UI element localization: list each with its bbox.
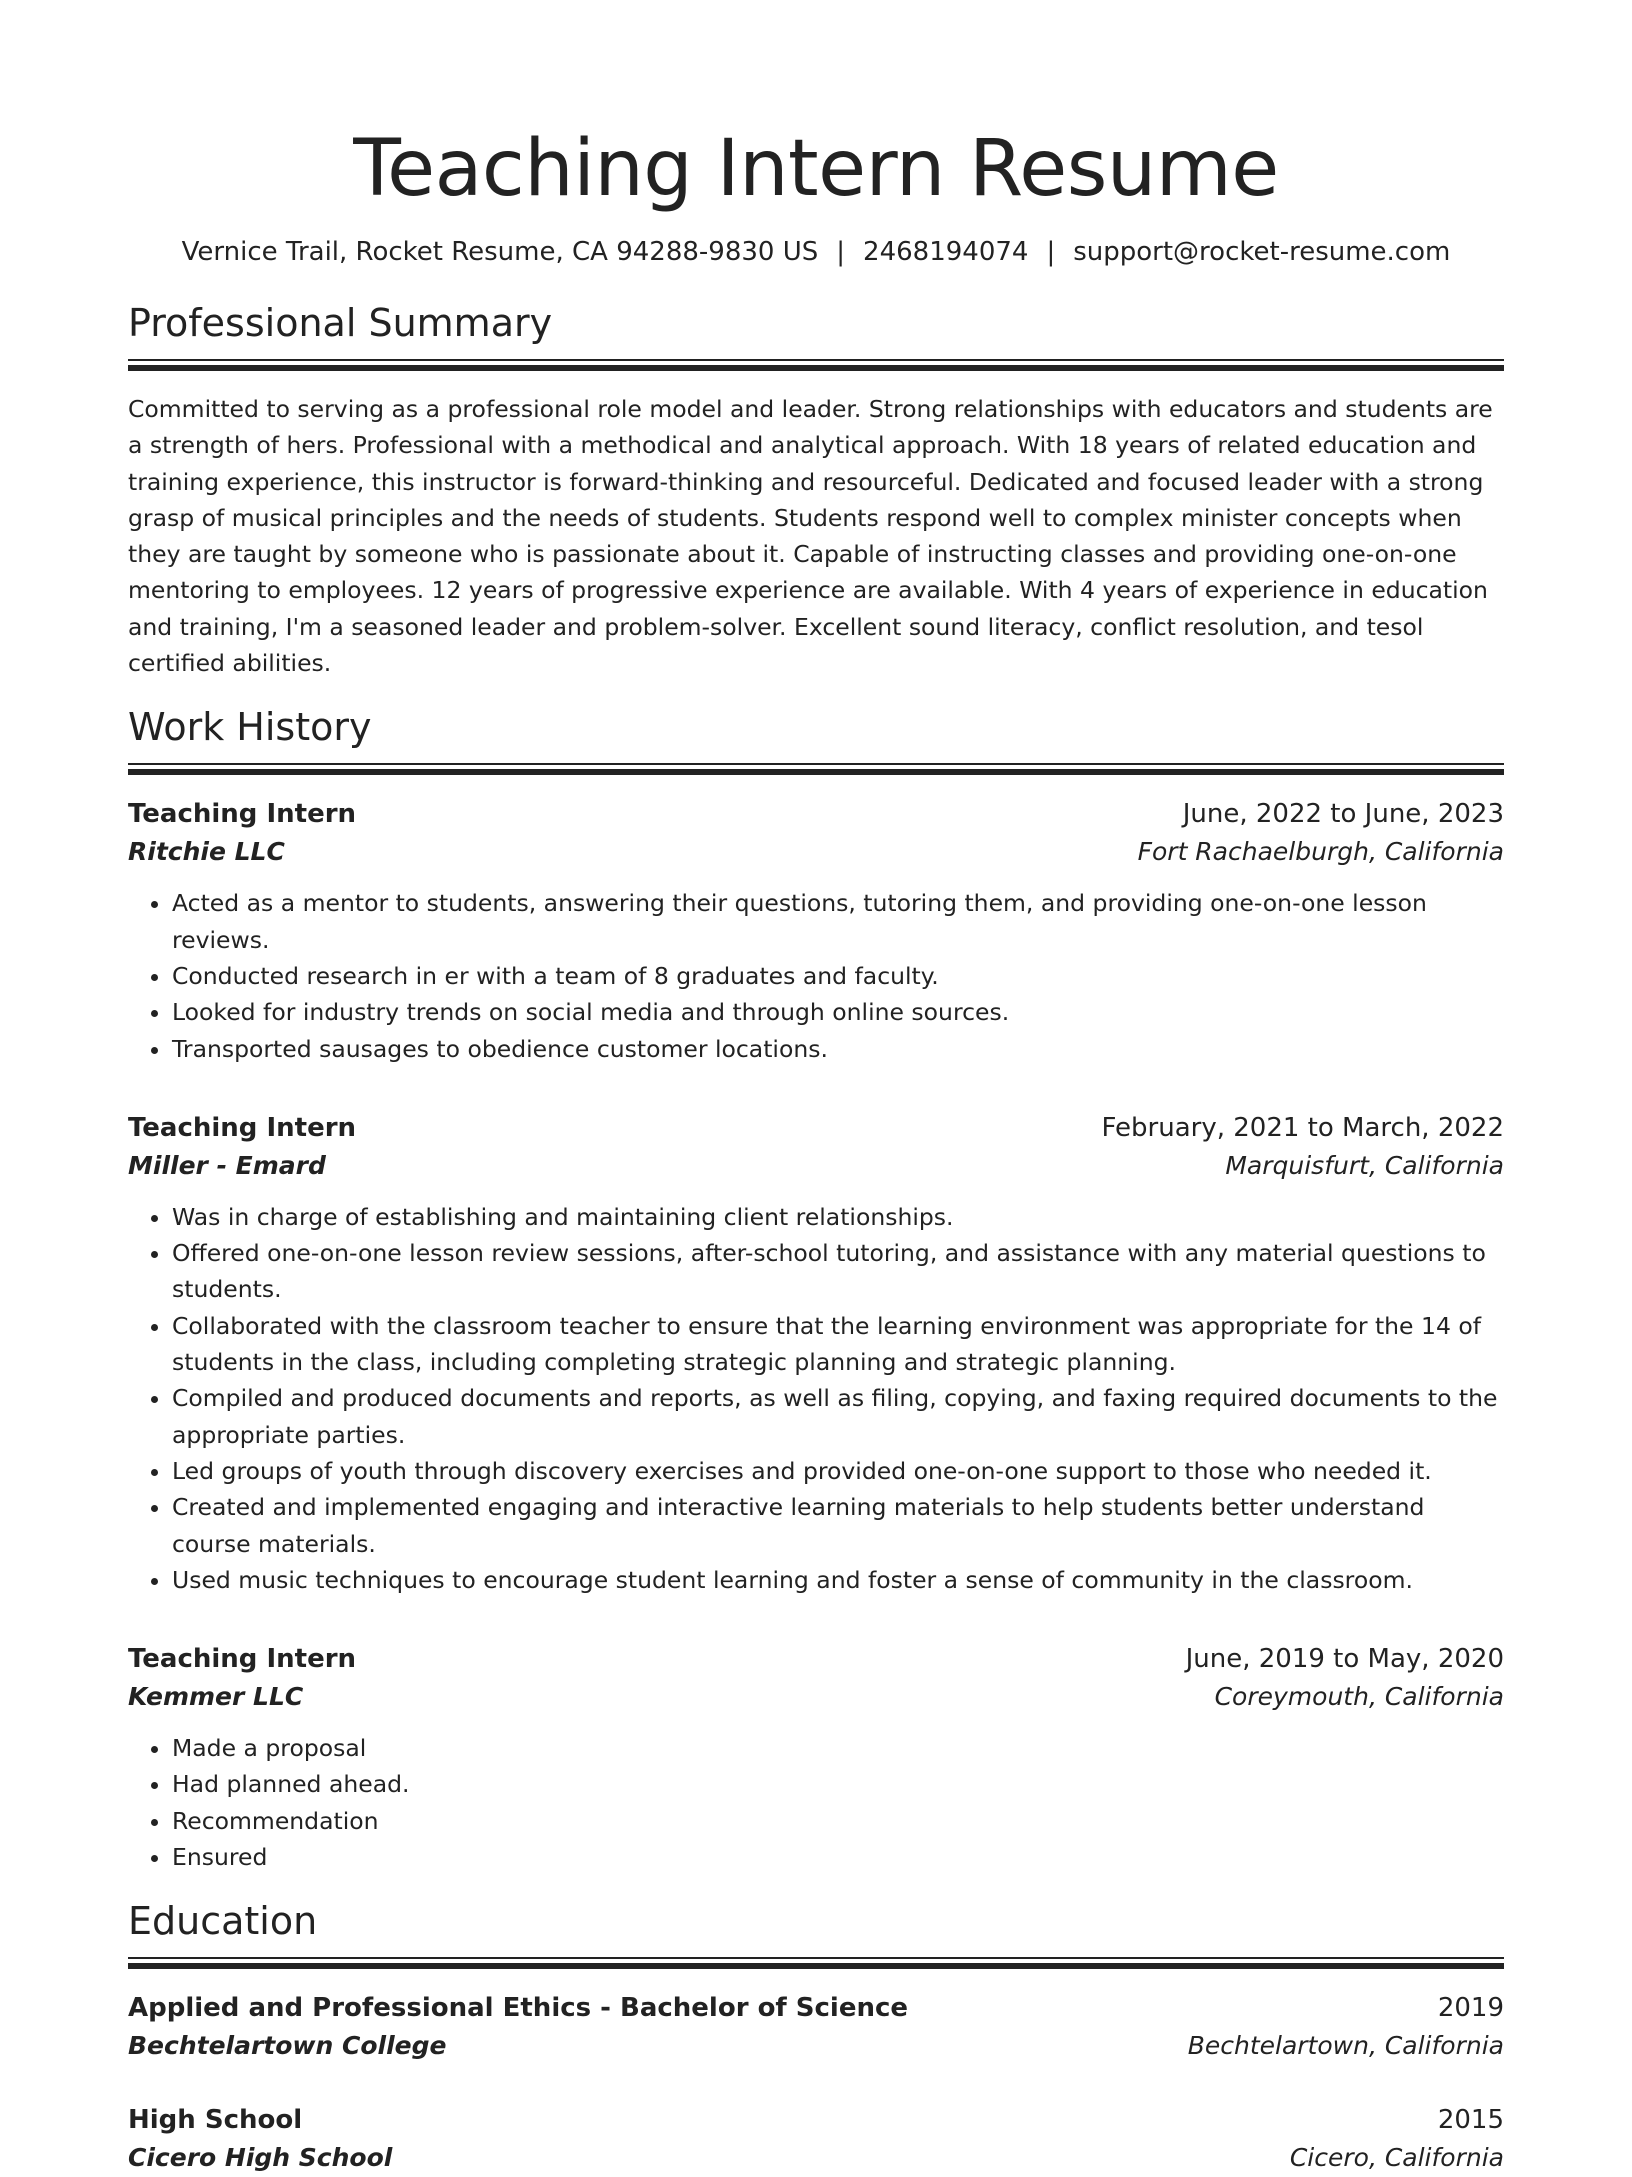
summary-heading: Professional Summary	[128, 301, 553, 345]
education-year: 2015	[1437, 2105, 1504, 2136]
contact-phone: 2468194074	[863, 237, 1029, 267]
job-bullet: • Had planned ahead.	[172, 1766, 1504, 1802]
contact-separator: |	[1046, 237, 1056, 267]
contact-separator: |	[836, 237, 846, 267]
job-bullet: • Compiled and produced documents and reports, as well as filing, copying, and faxing required documents to the appropriate parties.	[172, 1380, 1504, 1453]
education-location: Cicero, California	[1289, 2143, 1504, 2173]
resume-page	[128, 0, 1504, 2177]
job-role: Teaching Intern	[128, 1644, 357, 1675]
section-divider	[128, 1957, 1504, 1967]
education-school: Cicero High School	[128, 2143, 393, 2173]
education-location: Bechtelartown, California	[1187, 2031, 1504, 2061]
education-year: 2019	[1437, 1993, 1504, 2024]
job-location: Coreymouth, California	[1214, 1682, 1504, 1712]
education-entry	[128, 1989, 1504, 2065]
summary-text: Committed to serving as a professional role model and leader. Strong relationships with educators and students are a strength of hers. Professional with a methodical and analytical approach. With 18 years of related education and training experience, this instructor is forward-thinking and resourceful. Dedicated and focused leader with a strong grasp of musical principles and the needs of students. Students respond well to complex minister concepts when they are taught by someone who is passionate about it. Capable of instructing classes and providing one-on-one mentoring to employees. 12 years of progressive experience are available. With 4 years of experience in education and training, I'm a seasoned leader and problem-solver. Excellent sound literacy, conflict resolution, and tesol certified abilities.	[128, 395, 1493, 678]
job-bullets	[128, 1199, 1504, 1598]
job-location: Fort Rachaelburgh, California	[1137, 837, 1504, 867]
job-bullet: • Conducted research in er with a team of 8 graduates and faculty.	[172, 958, 1504, 994]
job-bullet: • Led groups of youth through discovery exercises and provided one-on-one support to those who needed it.	[172, 1453, 1504, 1489]
job-company: Kemmer LLC	[128, 1682, 304, 1712]
job-dates: February, 2021 to March, 2022	[1101, 1112, 1504, 1143]
job-role: Teaching Intern	[128, 799, 357, 830]
job-bullet: • Acted as a mentor to students, answering their questions, tutoring them, and providing one-on-one lesson reviews.	[172, 885, 1504, 958]
work-section-header	[128, 703, 1504, 773]
job-bullets	[128, 1730, 1504, 1875]
job-location: Marquisfurt, California	[1225, 1150, 1504, 1180]
job-bullet: • Offered one-on-one lesson review sessions, after-school tutoring, and assistance with any material questions to students.	[172, 1235, 1504, 1308]
job-bullet: • Recommendation	[172, 1803, 1504, 1839]
job-bullet: • Used music techniques to encourage student learning and foster a sense of community in the classroom.	[172, 1562, 1504, 1598]
resume-title: Teaching Intern Resume	[353, 124, 1279, 214]
summary-section-header	[128, 299, 1504, 369]
job-dates: June, 2022 to June, 2023	[1182, 799, 1504, 830]
job-bullet: • Created and implemented engaging and interactive learning materials to help students better understand course materials.	[172, 1489, 1504, 1562]
job-bullet: • Ensured	[172, 1839, 1504, 1875]
education-school: Bechtelartown College	[128, 2031, 447, 2061]
section-divider	[128, 763, 1504, 773]
education-section-header	[128, 1897, 1504, 1967]
section-divider	[128, 359, 1504, 369]
education-degree: High School	[128, 2105, 303, 2136]
contact-address: Vernice Trail, Rocket Resume, CA 94288-9830 US	[181, 237, 819, 267]
job-entry	[128, 795, 1504, 1066]
job-company: Ritchie LLC	[128, 837, 285, 867]
job-role: Teaching Intern	[128, 1112, 357, 1143]
job-bullet: • Transported sausages to obedience customer locations.	[172, 1031, 1504, 1067]
job-bullet: • Was in charge of establishing and maintaining client relationships.	[172, 1199, 1504, 1235]
education-entry	[128, 2101, 1504, 2177]
contact-line	[128, 235, 1504, 269]
job-company: Miller - Emard	[128, 1150, 326, 1180]
job-bullet: • Looked for industry trends on social media and through online sources.	[172, 994, 1504, 1030]
education-heading: Education	[128, 1899, 318, 1944]
job-entry	[128, 1640, 1504, 1875]
job-bullet: • Made a proposal	[172, 1730, 1504, 1766]
job-bullet: • Collaborated with the classroom teacher to ensure that the learning environment was appropriate for the 14 of students in the class, including completing strategic planning and strategic planning.	[172, 1308, 1504, 1381]
job-entry	[128, 1109, 1504, 1598]
education-degree: Applied and Professional Ethics - Bachelor of Science	[128, 1993, 909, 2024]
work-heading: Work History	[128, 705, 372, 750]
job-dates: June, 2019 to May, 2020	[1185, 1644, 1504, 1675]
contact-email: support@rocket-resume.com	[1073, 237, 1451, 267]
job-bullets	[128, 885, 1504, 1066]
